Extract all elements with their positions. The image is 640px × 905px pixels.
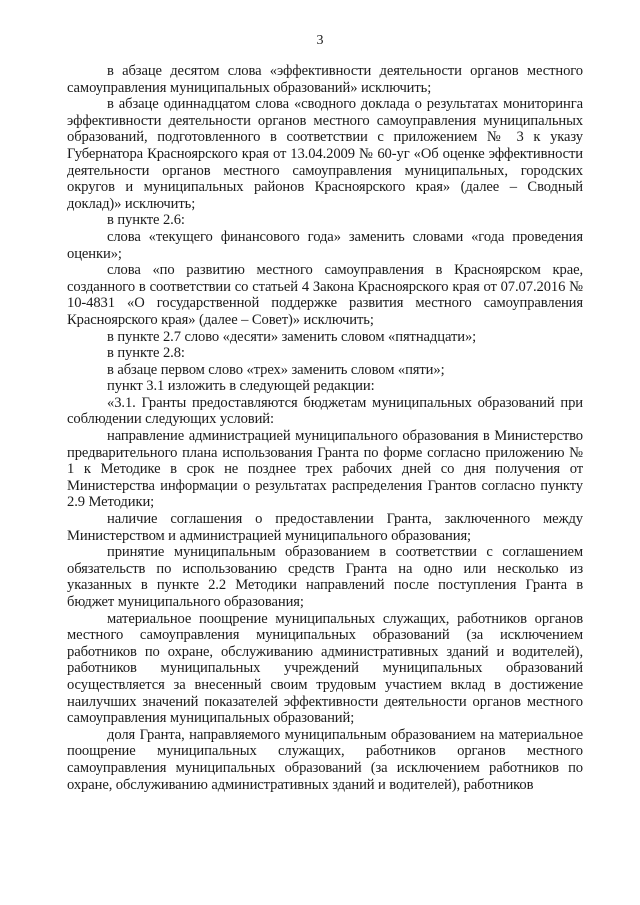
paragraph: слова «по развитию местного самоуправления в Красноярском крае, созданного в соответствии со статьей 4 Закона Красноярского края от 07.07.2016 № 10-4831 «О государственной поддержке развития местного самоуправления Красноярского края» (далее – Совет)» исключить; [67, 262, 583, 328]
paragraph: в абзаце первом слово «трех» заменить словом «пяти»; [107, 361, 445, 378]
document-body [67, 63, 583, 793]
paragraph: наличие соглашения о предоставлении Гранта, заключенного между Министерством и администрацией муниципального образования; [67, 511, 583, 544]
paragraph: в абзаце одиннадцатом слова «сводного доклада о результатах мониторинга эффективности деятельности органов местного самоуправления муниципальных образований, подготовленного в соответствии с приложением № 3 к указу Губернатора Красноярского края от 13.04.2009 № 60-уг «Об оценке эффективности деятельности органов местного самоуправления муниципальных, городских округов и муниципальных районов Красноярского края» (далее – Сводный доклад)» исключить; [67, 96, 583, 212]
paragraph: принятие муниципальным образованием в соответствии с соглашением обязательств по использованию средств Гранта на одно или несколько из указанных в пункте 2.2 Методики направлений после поступления Гранта в бюджет муниципального образования; [67, 544, 583, 610]
page-number: 3 [316, 33, 324, 48]
paragraph: слова «текущего финансового года» заменить словами «года проведения оценки»; [67, 228, 583, 262]
paragraph: пункт 3.1 изложить в следующей редакции: [107, 378, 375, 395]
paragraph: доля Гранта, направляемого муниципальным образованием на материальное поощрение муниципальных служащих, работников органов местного самоуправления муниципальных образований (за исключением работников по охране, обслуживанию административных зданий и водителей), работников [67, 726, 583, 793]
paragraph: материальное поощрение муниципальных служащих, работников органов местного самоуправления муниципальных образований (за исключением работников по охране, обслуживанию административных зданий и водителей), работников муниципальных учреждений муниципальных образований осуществляется за внесенный своим трудовым участием вклад в достижение наилучших значений показателей эффективности деятельности органов местного самоуправления муниципальных образований; [67, 610, 583, 727]
paragraph: в пункте 2.7 слово «десяти» заменить словом «пятнадцати»; [107, 328, 477, 345]
paragraph: в пункте 2.6: [107, 212, 185, 229]
paragraph: в пункте 2.8: [107, 345, 185, 362]
paragraph: направление администрацией муниципального образования в Министерство предварительного плана использования Гранта по форме согласно приложению № 1 к Методике в срок не позднее трех рабочих дней со дня получения от Министерства информации о результатах распределения Грантов согласно пункту 2.9 Методики; [67, 428, 583, 511]
paragraph: «3.1. Гранты предоставляются бюджетам муниципальных образований при соблюдении следующих условий: [67, 394, 583, 428]
paragraph: в абзаце десятом слова «эффективности деятельности органов местного самоуправления муниципальных образований» исключить; [67, 63, 583, 96]
